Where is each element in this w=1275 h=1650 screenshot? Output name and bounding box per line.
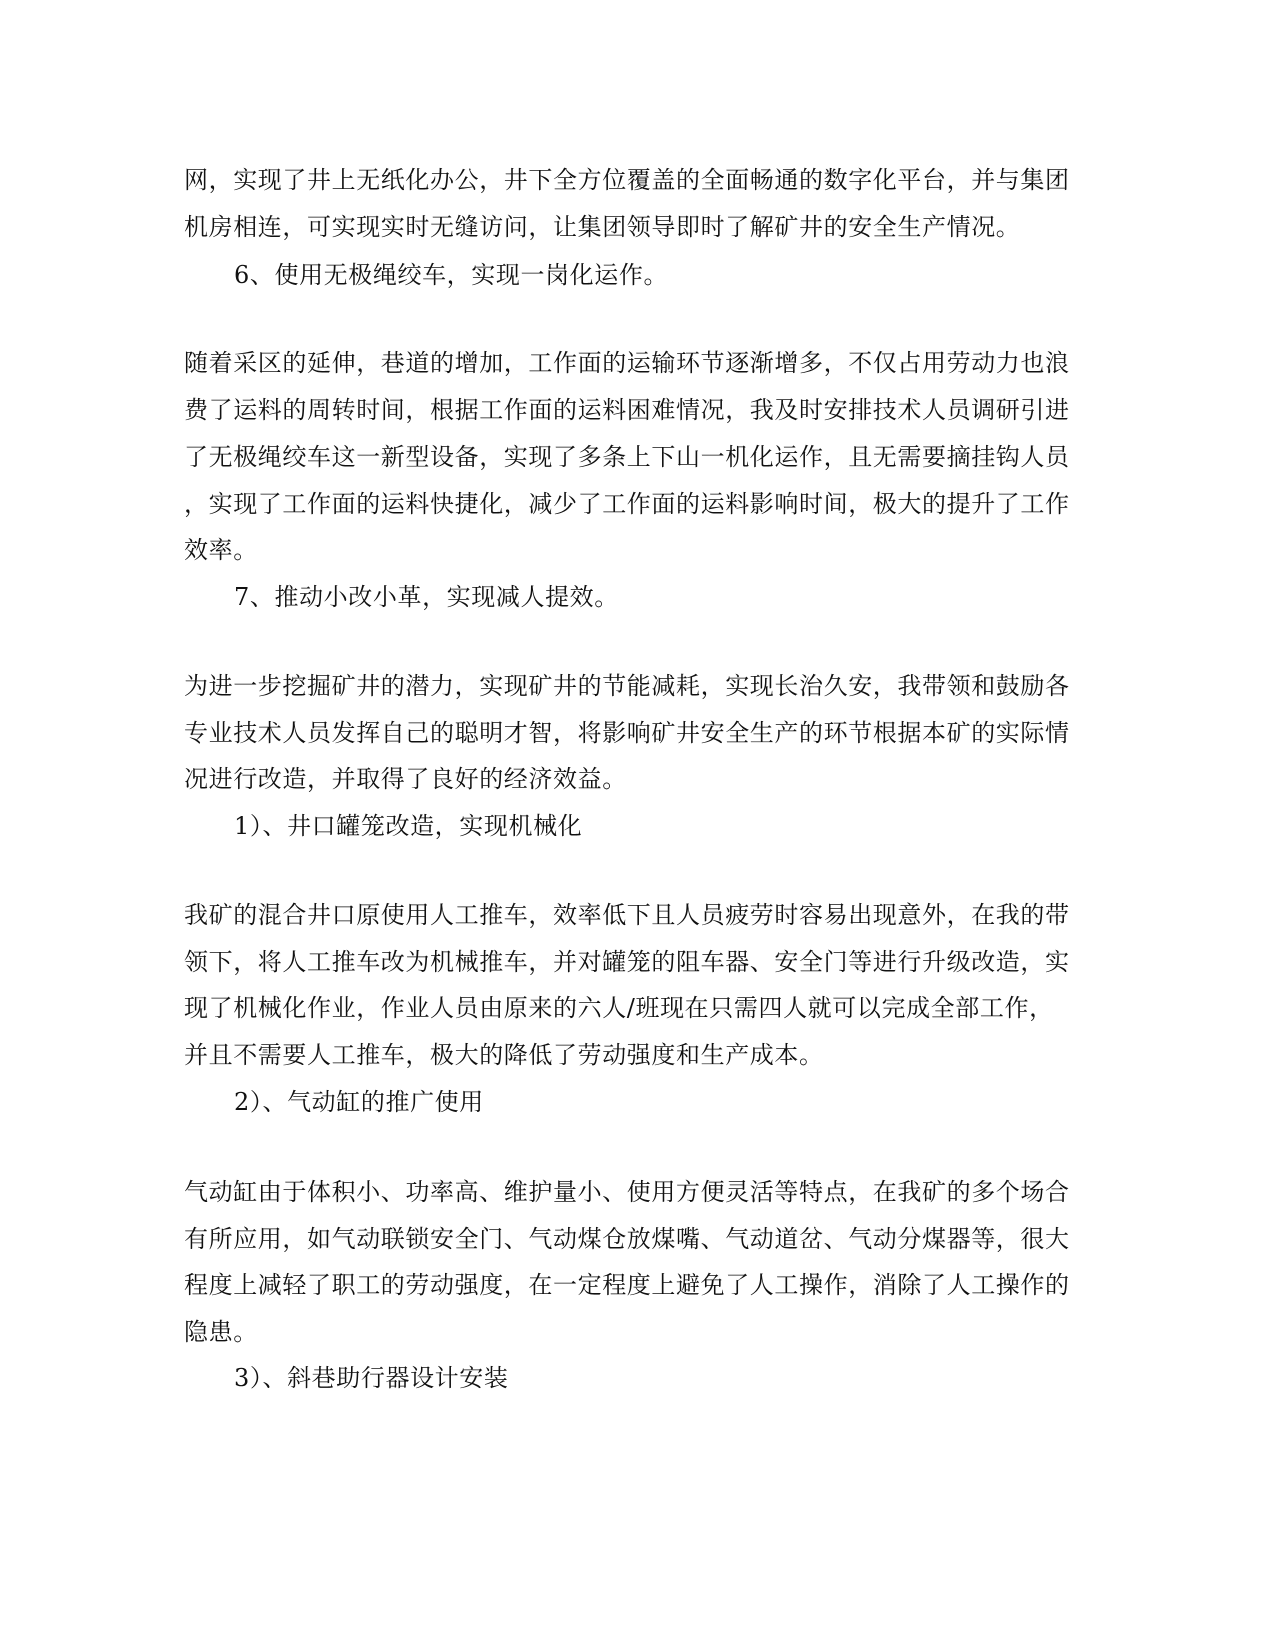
- paragraph-line: 了无极绳绞车这一新型设备，实现了多条上下山一机化运作，且无需要摘挂钩人员: [184, 443, 1070, 471]
- paragraph-line: 并且不需要人工推车，极大的降低了劳动强度和生产成本。: [184, 1041, 824, 1069]
- paragraph-line: 领下，将人工推车改为机械推车，并对罐笼的阻车器、安全门等进行升级改造，实: [184, 948, 1070, 976]
- paragraph-line: 随着采区的延伸，巷道的增加，工作面的运输环节逐渐增多，不仅占用劳动力也浪: [184, 349, 1070, 377]
- section-heading: 7、推动小改小革，实现减人提效。: [234, 583, 619, 611]
- paragraph-line: 网，实现了井上无纸化办公，井下全方位覆盖的全面畅通的数字化平台，并与集团: [184, 166, 1070, 194]
- paragraph-line: 现了机械化作业，作业人员由原来的六人/班现在只需四人就可以完成全部工作，: [184, 994, 1054, 1022]
- paragraph-line: 程度上减轻了职工的劳动强度，在一定程度上避免了人工操作，消除了人工操作的: [184, 1271, 1070, 1299]
- paragraph-line: 效率。: [184, 536, 258, 564]
- subsection-heading: 2）、气动缸的推广使用: [234, 1088, 484, 1116]
- paragraph-line: 况进行改造，并取得了良好的经济效益。: [184, 765, 627, 793]
- subsection-heading: 1）、井口罐笼改造，实现机械化: [234, 812, 583, 840]
- paragraph-line: 有所应用，如气动联锁安全门、气动煤仓放煤嘴、气动道岔、气动分煤器等，很大: [184, 1225, 1070, 1253]
- paragraph-line: 专业技术人员发挥自己的聪明才智，将影响矿井安全生产的环节根据本矿的实际情: [184, 719, 1070, 747]
- subsection-heading: 3）、斜巷助行器设计安装: [234, 1364, 509, 1392]
- paragraph-line: 为进一步挖掘矿井的潜力，实现矿井的节能减耗，实现长治久安，我带领和鼓励各: [184, 672, 1070, 700]
- paragraph-line: 我矿的混合井口原使用人工推车，效率低下且人员疲劳时容易出现意外，在我的带: [184, 901, 1070, 929]
- section-heading: 6、使用无极绳绞车，实现一岗化运作。: [234, 261, 669, 289]
- paragraph-line: ，实现了工作面的运料快捷化，减少了工作面的运料影响时间，极大的提升了工作: [184, 490, 1070, 518]
- paragraph-line: 机房相连，可实现实时无缝访问，让集团领导即时了解矿井的安全生产情况。: [184, 213, 1021, 241]
- paragraph-line: 隐患。: [184, 1318, 258, 1346]
- paragraph-line: 费了运料的周转时间，根据工作面的运料困难情况，我及时安排技术人员调研引进: [184, 396, 1070, 424]
- paragraph-line: 气动缸由于体积小、功率高、维护量小、使用方便灵活等特点，在我矿的多个场合: [184, 1178, 1070, 1206]
